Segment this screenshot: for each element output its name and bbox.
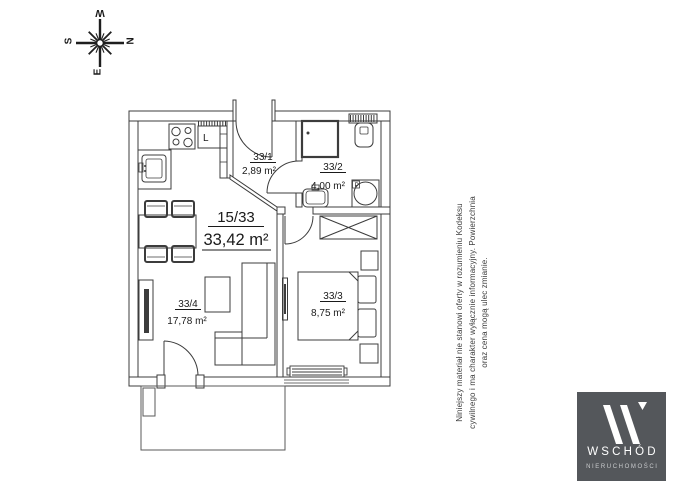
svg-text:33/1: 33/1 xyxy=(253,152,273,163)
kitchen-fridge xyxy=(198,124,227,149)
compass-rose-icon xyxy=(64,7,135,75)
wardrobe xyxy=(320,216,377,239)
kitchen-stove xyxy=(169,124,195,149)
label-unit xyxy=(202,209,271,250)
disclaimer-line: oraz cena mogą ulec zmianie. xyxy=(480,257,490,368)
legal-disclaimer xyxy=(454,186,494,439)
agency-logo xyxy=(577,392,666,481)
svg-text:8,75 m²: 8,75 m² xyxy=(311,308,345,319)
tv-cabinet xyxy=(139,280,153,340)
balcony-planter xyxy=(143,388,155,416)
radiator xyxy=(287,366,347,377)
svg-text:4,00 m²: 4,00 m² xyxy=(311,181,345,192)
logo-brand-subtitle: NIERUCHOMOŚCI xyxy=(586,464,659,470)
hall-shaft xyxy=(220,121,227,178)
svg-text:17,78 m²: 17,78 m² xyxy=(167,316,207,327)
shower xyxy=(302,121,338,157)
svg-text:33/3: 33/3 xyxy=(323,291,343,302)
wall-hall-bathroom-lower xyxy=(296,193,302,207)
entrance-door xyxy=(233,100,275,157)
washing-machine xyxy=(352,180,379,207)
nightstand xyxy=(360,344,378,363)
bed xyxy=(298,272,376,340)
wall-top-right xyxy=(272,111,390,121)
washer-label: P xyxy=(354,182,359,189)
logo-w-mark-icon xyxy=(577,392,666,446)
balcony xyxy=(141,386,285,450)
balcony-door xyxy=(157,341,204,388)
wall-right xyxy=(381,111,390,386)
svg-text:15/33: 15/33 xyxy=(217,209,255,226)
coffee-table xyxy=(205,277,230,312)
compass-north-label: N xyxy=(123,37,135,45)
wall-bedroom-top-right xyxy=(313,207,390,214)
label-bedroom xyxy=(311,291,346,319)
label-living xyxy=(167,299,207,327)
wall-kitchen-hall xyxy=(227,121,233,178)
wall-bedroom-top-left xyxy=(277,207,285,214)
disclaimer-line: cywilnego i ma charakter wyłącznie informacyjny. Powierzchnia xyxy=(467,196,477,429)
label-hall xyxy=(242,152,277,177)
bedroom-door xyxy=(285,216,313,244)
dining-set xyxy=(139,201,196,262)
wall-bottom-right xyxy=(199,377,390,386)
dining-table xyxy=(139,215,196,248)
wall-left xyxy=(129,111,138,386)
corner-sofa xyxy=(215,263,275,365)
compass-south-label: S xyxy=(63,37,75,45)
compass-west-label: W xyxy=(95,7,105,18)
kitchen-sink xyxy=(139,155,166,182)
nightstand xyxy=(361,251,378,270)
compass-east-label: E xyxy=(92,68,104,76)
pillow xyxy=(358,276,376,303)
svg-text:33,42 m²: 33,42 m² xyxy=(203,231,269,249)
svg-text:33/4: 33/4 xyxy=(178,299,198,310)
pillow xyxy=(358,309,376,337)
wall-top-left xyxy=(129,111,236,121)
logo-brand-name: WSCHÓD xyxy=(587,446,659,458)
svg-text:33/2: 33/2 xyxy=(323,162,343,173)
svg-text:2,89 m²: 2,89 m² xyxy=(242,166,276,177)
disclaimer-line: Niniejszy materiał nie stanowi oferty w rozumieniu Kodeksu xyxy=(455,203,464,422)
fridge-label: L xyxy=(203,133,209,144)
label-bathroom xyxy=(311,162,346,192)
